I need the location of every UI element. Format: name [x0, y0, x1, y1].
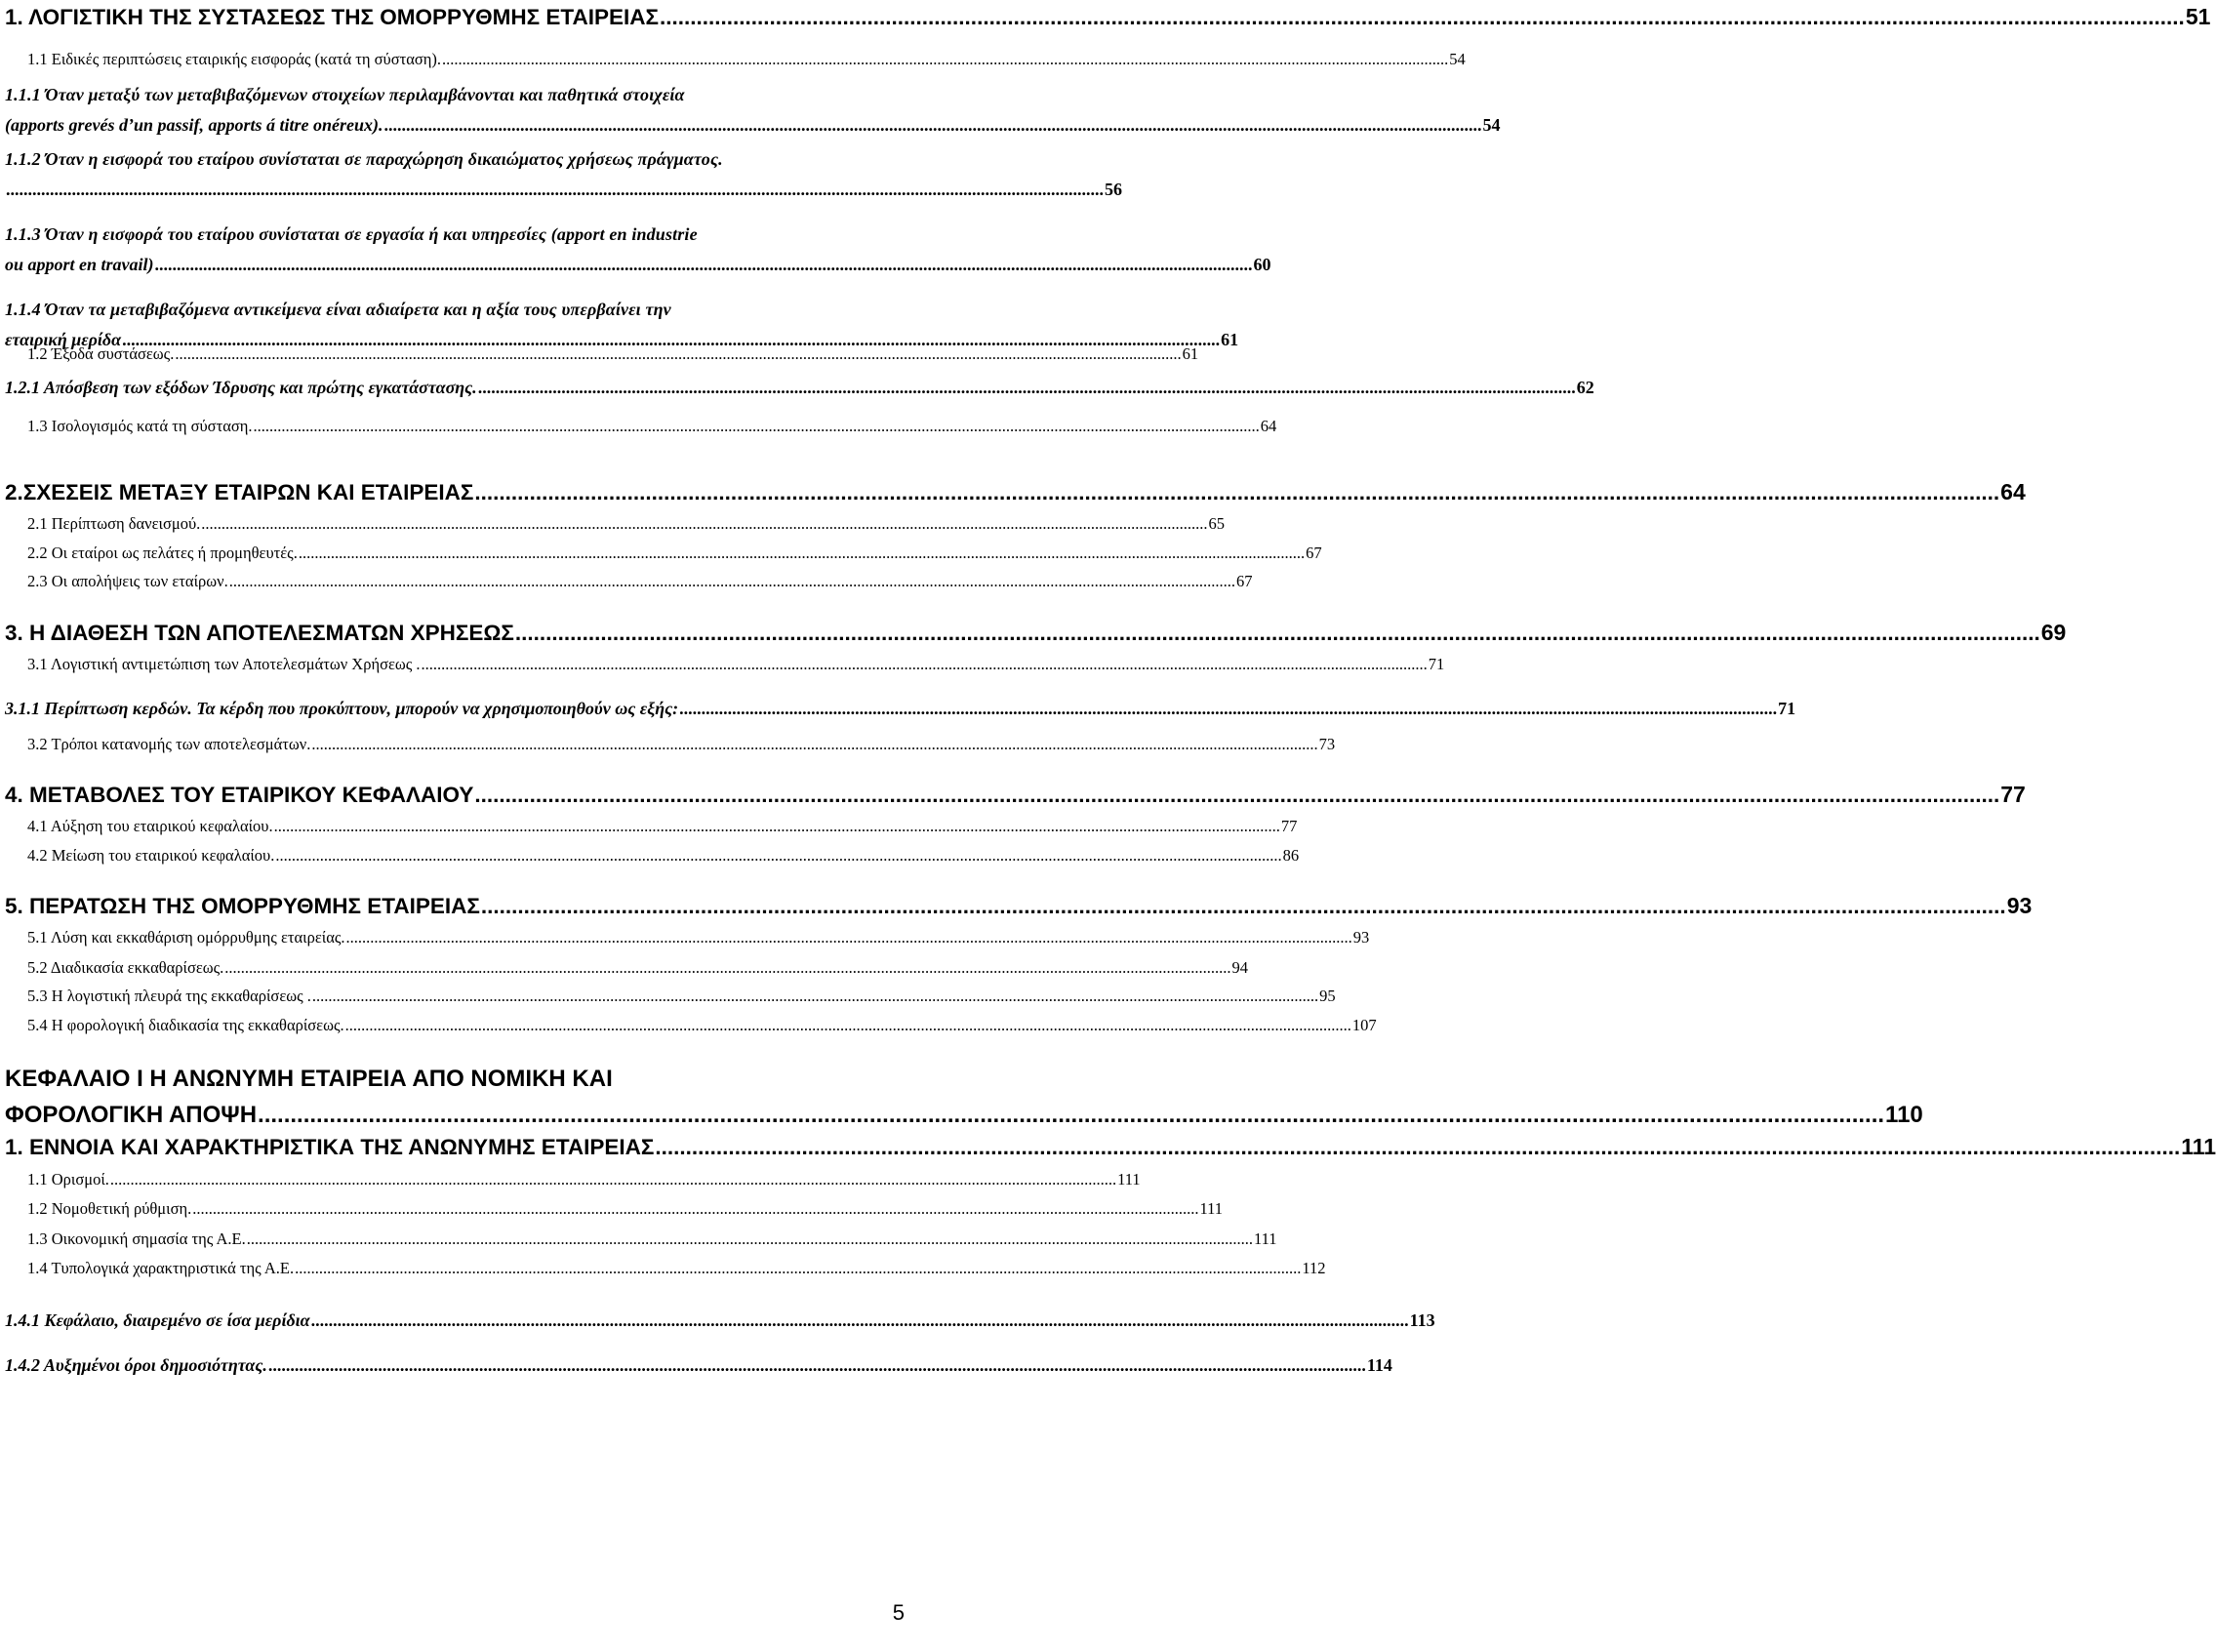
toc-entry-page: 93: [2006, 893, 2033, 918]
dot-leader: [311, 734, 1317, 755]
toc-entry-page: 86: [1282, 846, 1300, 865]
toc-entry-page: 107: [1351, 1016, 1377, 1034]
dot-leader: [474, 781, 1999, 810]
toc-entry-page: 71: [1778, 699, 1796, 718]
dot-leader: [384, 110, 1482, 141]
toc-entry-title-line: ΚΕΦΑΛΑΙΟ Ι Η ΑΝΩΝΥΜΗ ΕΤΑΙΡΕΙΑ ΑΠΟ ΝΟΜΙΚΗ ΚΑΙ: [5, 1066, 613, 1092]
toc-entry-title: 5.2 Διαδικασία εκκαθαρίσεως.: [27, 958, 224, 977]
toc-entry[interactable]: [0, 543, 1322, 564]
dot-leader: [254, 416, 1260, 437]
toc-entry-page: 62: [1576, 378, 1594, 397]
toc-entry-page: 54: [1482, 115, 1501, 135]
toc-entry-title: 1. ΛΟΓΙΣΤΙΚΗ ΤΗΣ ΣΥΣΤΑΣΕΩΣ ΤΗΣ ΟΜΟΡΡΥΘΜΗΣ ΕΤΑΙΡΕΙΑΣ: [5, 5, 659, 29]
toc-entry-title: 3.1 Λογιστική αντιμετώπιση των Αποτελεσμάτων Χρήσεως .: [27, 655, 421, 673]
toc-entry-page: 51: [2185, 4, 2211, 29]
toc-entry-page: 67: [1306, 544, 1322, 562]
toc-entry[interactable]: [0, 845, 1300, 866]
toc-entry-title-line: 1.1.2 Όταν η εισφορά του εταίρου συνίσταται σε παραχώρηση δικαιώματος χρήσεως πράγματος.: [5, 149, 723, 169]
toc-entry[interactable]: [0, 80, 1501, 141]
toc-entry-title: 5.1 Λύση και εκκαθάριση ομόρρυθμης εταιρείας.: [27, 928, 345, 947]
dot-leader: [655, 1133, 2180, 1162]
toc-entry-page: 112: [1302, 1259, 1326, 1277]
dot-leader: [224, 957, 1230, 979]
dot-leader: [274, 816, 1280, 837]
dot-leader: [515, 619, 2040, 648]
toc-entry[interactable]: [0, 1229, 1277, 1250]
dot-leader: [478, 373, 1576, 403]
dot-leader: [201, 513, 1207, 535]
toc-entry-title: ΦΟΡΟΛΟΓΙΚΗ ΑΠΟΨΗ: [5, 1102, 258, 1128]
toc-entry-page: 77: [2000, 782, 2026, 807]
toc-entry[interactable]: [0, 144, 1122, 205]
toc-entry-title: 1.4 Τυπολογικά χαρακτηριστικά της Α.Ε.: [27, 1259, 295, 1277]
toc-entry-title: 2.3 Οι απολήψεις των εταίρων.: [27, 572, 228, 590]
toc-entry-page: 71: [1428, 655, 1445, 673]
dot-leader: [155, 250, 1253, 280]
toc-entry-title: 1.4.2 Αυξημένοι όροι δημοσιότητας.: [5, 1355, 267, 1375]
dot-leader: [268, 1350, 1366, 1381]
toc-entry[interactable]: [0, 1350, 1392, 1381]
toc-entry-title: 2.2 Οι εταίροι ως πελάτες ή προμηθευτές.: [27, 544, 298, 562]
toc-entry[interactable]: [0, 986, 1336, 1007]
toc-entry[interactable]: [0, 416, 1277, 437]
toc-entry[interactable]: [0, 477, 2026, 507]
dot-leader: [229, 571, 1235, 592]
toc-entry[interactable]: [0, 1198, 1224, 1220]
toc-entry-page: 64: [2000, 479, 2026, 504]
toc-entry-page: 60: [1253, 255, 1271, 274]
toc-entry-page: 94: [1231, 958, 1249, 977]
toc-entry-title: 3.2 Τρόποι κατανομής των αποτελεσμάτων.: [27, 735, 311, 753]
dot-leader: [175, 343, 1181, 365]
toc-entry[interactable]: [0, 220, 1271, 280]
toc-entry-title: 4.2 Μείωση του εταιρικού κεφαλαίου.: [27, 846, 275, 865]
toc-entry[interactable]: [0, 1015, 1377, 1036]
toc-entry-title: 1.1 Ορισμοί.: [27, 1170, 109, 1189]
toc-entry-title-line: 1.1.4 Όταν τα μεταβιβαζόμενα αντικείμενα είναι αδιαίρετα και η αξία τους υπερβαίνει την: [5, 300, 671, 319]
toc-entry-title: 2.ΣΧΕΣΕΙΣ ΜΕΤΑΞΥ ΕΤΑΙΡΩΝ ΚΑΙ ΕΤΑΙΡΕΙΑΣ: [5, 480, 474, 504]
toc-entry-page: 114: [1366, 1355, 1392, 1375]
toc-entry-page: 54: [1449, 50, 1466, 68]
toc-entry-title: 1. ΕΝΝΟΙΑ ΚΑΙ ΧΑΡΑΚΤΗΡΙΣΤΙΚΑ ΤΗΣ ΑΝΩΝΥΜΗΣ ΕΤΑΙΡΕΙΑΣ: [5, 1135, 655, 1159]
toc-entry-title: 4. ΜΕΤΑΒΟΛΕΣ ΤΟΥ ΕΤΑΙΡΙΚΟΥ ΚΕΦΑΛΑΙΟΥ: [5, 783, 474, 807]
toc-entry[interactable]: [0, 694, 1796, 724]
toc-entry[interactable]: [0, 927, 1370, 948]
toc-entry-page: 111: [1117, 1170, 1141, 1189]
toc-entry-title: 1.1 Ειδικές περιπτώσεις εταιρικής εισφοράς (κατά τη σύσταση).: [27, 50, 442, 68]
page-number: 5: [892, 1600, 905, 1625]
dot-leader: [275, 845, 1281, 866]
toc-entry[interactable]: [0, 1169, 1141, 1190]
toc-entry[interactable]: [0, 1132, 2216, 1162]
toc-entry-page: 73: [1318, 735, 1336, 753]
toc-entry-page: 56: [1105, 180, 1122, 199]
toc-entry-title: ou apport en travail): [5, 255, 154, 274]
dot-leader: [474, 478, 1999, 507]
toc-entry-title: 1.3 Ισολογισμός κατά τη σύσταση.: [27, 417, 253, 435]
toc-entry[interactable]: [0, 654, 1445, 675]
toc-entry-page: 64: [1260, 417, 1277, 435]
toc-entry[interactable]: [0, 1306, 1435, 1336]
dot-leader: [345, 1015, 1351, 1036]
toc-entry-title: 1.2 Έξοδα συστάσεως.: [27, 344, 175, 363]
toc-entry[interactable]: [0, 571, 1253, 592]
toc-entry-page: 67: [1235, 572, 1253, 590]
toc-entry[interactable]: [0, 1061, 1923, 1133]
toc-entry[interactable]: [0, 780, 2026, 810]
toc-entry[interactable]: [0, 1258, 1326, 1279]
dot-leader: [247, 1229, 1253, 1250]
toc-entry-page: 61: [1182, 344, 1199, 363]
dot-leader: [192, 1198, 1198, 1220]
toc-entry[interactable]: [0, 513, 1226, 535]
toc-entry-page: 65: [1208, 514, 1226, 533]
toc-entry-title: 2.1 Περίπτωση δανεισμού.: [27, 514, 201, 533]
toc-entry-title: 5.4 Η φορολογική διαδικασία της εκκαθαρίσεως.: [27, 1016, 344, 1034]
toc-entry-page: 61: [1221, 330, 1239, 349]
dot-leader: [311, 1306, 1409, 1336]
toc-entry-title: 5. ΠΕΡΑΤΩΣΗ ΤΗΣ ΟΜΟΡΡΥΘΜΗΣ ΕΤΑΙΡΕΙΑΣ: [5, 894, 480, 918]
toc-entry[interactable]: [0, 2, 2211, 32]
dot-leader: [660, 3, 2185, 32]
toc-entry-page: 93: [1352, 928, 1370, 947]
dot-leader: [258, 1097, 1884, 1133]
toc-entry-title-line: 1.1.3 Όταν η εισφορά του εταίρου συνίσταται σε εργασία ή και υπηρεσίες (apport en industrie: [5, 224, 698, 244]
toc-entry-page: 111: [1199, 1199, 1224, 1218]
dot-leader: [295, 1258, 1301, 1279]
toc-entry[interactable]: [0, 816, 1298, 837]
toc-entry-title: 1.4.1 Κεφάλαιο, διαιρεμένο σε ίσα μερίδια: [5, 1310, 310, 1330]
dot-leader: [6, 175, 1104, 205]
toc-entry-title: 3. Η ΔΙΑΘΕΣΗ ΤΩΝ ΑΠΟΤΕΛΕΣΜΑΤΩΝ ΧΡΗΣΕΩΣ: [5, 621, 514, 645]
toc-entry[interactable]: [0, 343, 1199, 365]
toc-entry[interactable]: [0, 49, 1466, 70]
dot-leader: [312, 986, 1318, 1007]
dot-leader: [481, 892, 2006, 921]
toc-entry-page: 111: [1254, 1229, 1277, 1248]
toc-entry-page: 77: [1280, 817, 1298, 835]
toc-entry[interactable]: [0, 891, 2033, 921]
toc-entry-page: 110: [1885, 1102, 1923, 1128]
dot-leader: [110, 1169, 1116, 1190]
toc-entry-page: 95: [1319, 987, 1336, 1005]
toc-entry-title: 1.2.1 Απόσβεση των εξόδων Ίδρυσης και πρώτης εγκατάστασης.: [5, 378, 477, 397]
dot-leader: [346, 927, 1352, 948]
toc-entry[interactable]: [0, 373, 1594, 403]
toc-entry-title: 1.3 Οικονομική σημασία της Α.Ε.: [27, 1229, 246, 1248]
dot-leader: [442, 49, 1448, 70]
dot-leader: [679, 694, 1777, 724]
dot-leader: [299, 543, 1305, 564]
toc-entry[interactable]: [0, 957, 1249, 979]
toc-entry-title: (apports grevés d’un passif, apports á titre onéreux).: [5, 115, 383, 135]
toc-entry-title: εταιρική μερίδα: [5, 330, 122, 349]
toc-entry-title: 4.1 Αύξηση του εταιρικού κεφαλαίου.: [27, 817, 273, 835]
toc-entry-page: 69: [2040, 620, 2067, 645]
toc-entry[interactable]: [0, 618, 2067, 648]
dot-leader: [422, 654, 1428, 675]
toc-entry-page: 111: [2181, 1134, 2216, 1159]
toc-entry-title: 5.3 Η λογιστική πλευρά της εκκαθαρίσεως .: [27, 987, 311, 1005]
toc-entry-title: 1.2 Νομοθετική ρύθμιση.: [27, 1199, 192, 1218]
toc-entry-title-line: 1.1.1 Όταν μεταξύ των μεταβιβαζόμενων στοιχείων περιλαμβάνονται και παθητικά στοιχεία: [5, 85, 685, 104]
toc-entry-page: 113: [1409, 1310, 1435, 1330]
toc-entry[interactable]: [0, 734, 1336, 755]
toc-entry-title: 3.1.1 Περίπτωση κερδών. Τα κέρδη που προκύπτουν, μπορούν να χρησιμοποιηθούν ως εξής:: [5, 699, 679, 718]
